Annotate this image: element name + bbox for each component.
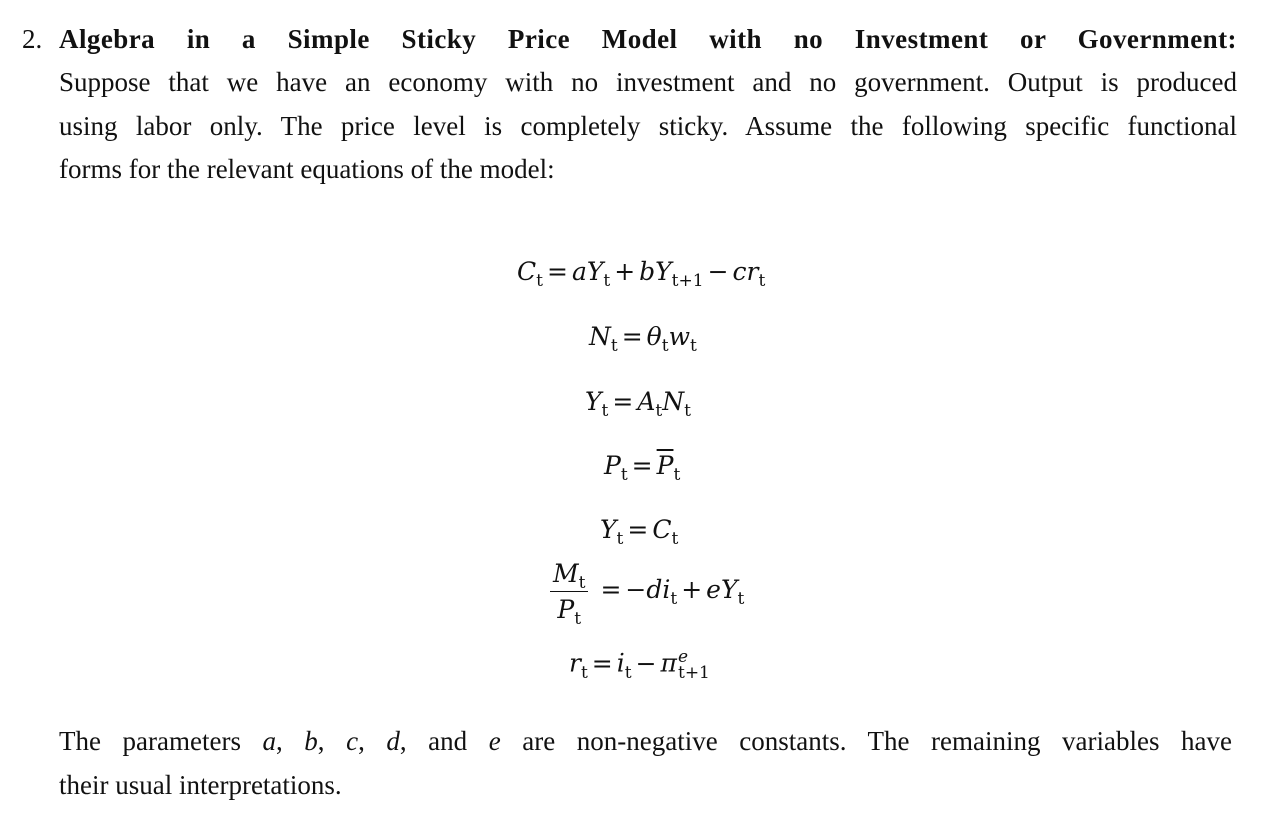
outro-line: their usual interpretations. (59, 769, 342, 800)
parameter-note (59, 720, 1232, 807)
param-d: d (386, 726, 400, 756)
param-e: e (488, 726, 501, 756)
equation-block (0, 245, 1266, 700)
problem-block (22, 18, 1237, 192)
intro-line: using labor only. The price level is completely sticky. Assume the following specific functional (59, 110, 1237, 141)
real-balances-fraction: $\frac{M_t}{P_t}$ (550, 561, 588, 622)
outro-line: The parameters a, b, c, d, and e are non-negative constants. The remaining variables have (59, 726, 1233, 756)
param-b: b (304, 726, 318, 756)
labor-supply-equation: $N_t = \theta_tw_t$ (589, 322, 697, 356)
intro-line: forms for the relevant equations of the model: (59, 154, 555, 184)
problem-title: Algebra in a Simple Sticky Price Model with no Investment or Government: (59, 24, 1237, 54)
consumption-equation: $C_t = aY_t + bY_{t+1} - cr_t$ (517, 257, 766, 291)
intro-line: Suppose that we have an economy with no investment and no government. Output is produced (59, 67, 1237, 97)
param-a: a (262, 726, 276, 756)
production-equation: $Y_t = A_tN_t$ (585, 387, 691, 421)
param-c: c (346, 726, 359, 756)
market-clearing-equation: $Y_t = C_t$ (600, 515, 679, 549)
money-demand-equation: $\frac{M_t}{P_t}$ = $-di_t + eY_t$ (550, 561, 744, 622)
problem-intro (59, 61, 1237, 192)
problem-number: 2. (22, 24, 43, 54)
problem-heading (22, 18, 1237, 61)
fisher-equation: $r_t = i_t - \pi$ e t+1 (569, 647, 710, 683)
price-equation: $P_t = \overline{P}_t$ (604, 451, 681, 485)
